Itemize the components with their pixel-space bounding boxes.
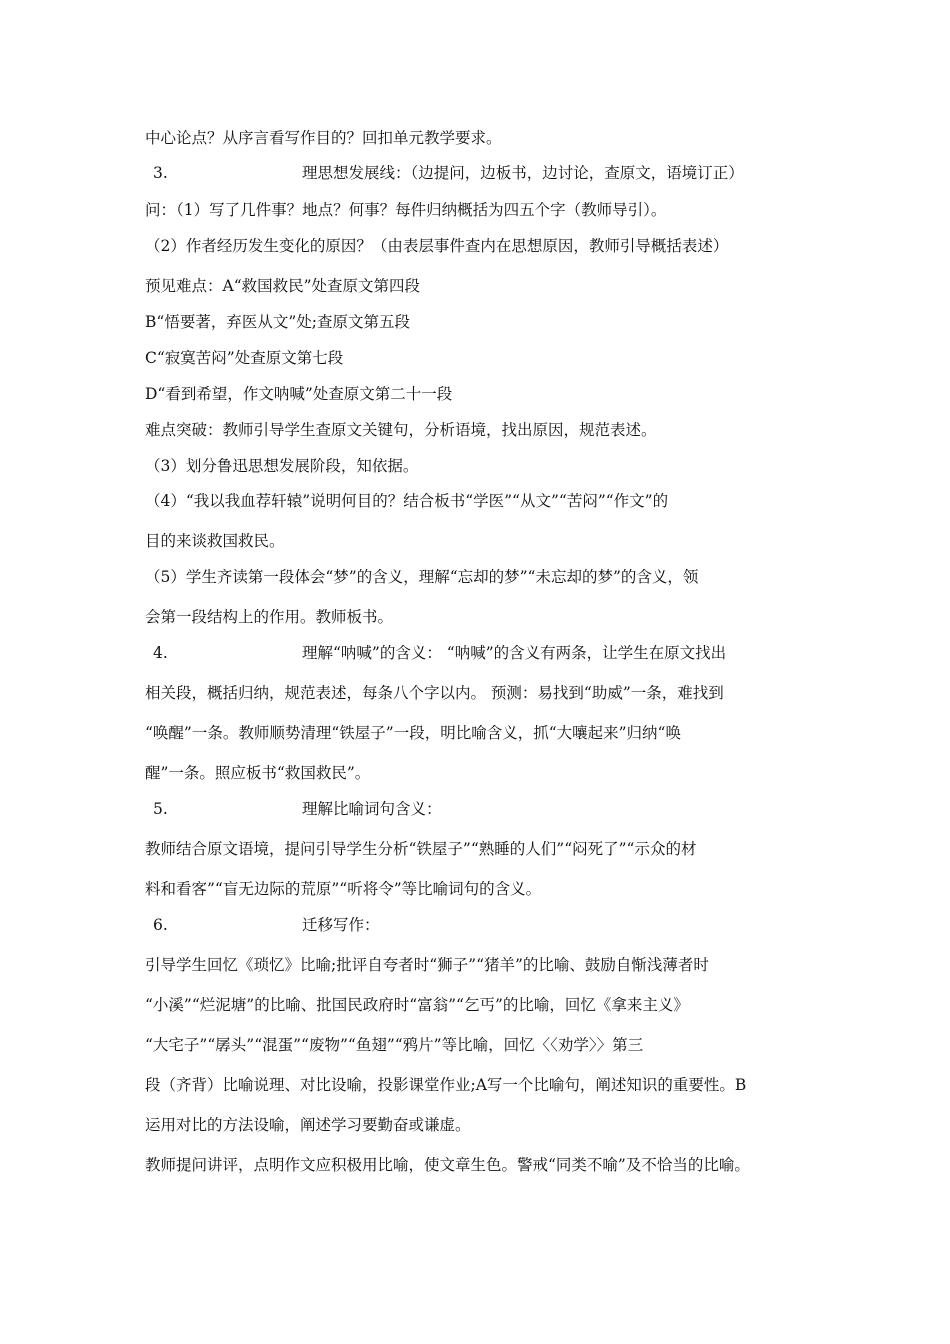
text-line: 醒”一条。照应板书“救国救民”。 — [145, 764, 371, 782]
text-line: 会第一段结构上的作用。教师板书。 — [145, 608, 394, 626]
text-line: 目的来谈救国救民。 — [145, 532, 285, 550]
text-line: 段（齐背）比喻说理、对比设喻，投影课堂作业;A写一个比喻句，阐述知识的重要性。B — [145, 1076, 747, 1094]
item-heading: 理解比喻词句含义： — [302, 800, 442, 818]
item-number: 6. — [153, 916, 168, 934]
item-heading: 理解“呐喊”的含义： “呐喊”的含义有两条，让学生在原文找出 — [302, 644, 727, 662]
text-line: 料和看客”“盲无边际的荒原”“听将令”等比喻词句的含义。 — [145, 880, 542, 898]
text-line: 运用对比的方法设喻，阐述学习要勤奋或谦虚。 — [145, 1116, 471, 1134]
text-line: 中心论点？从序言看写作目的？回扣单元教学要求。 — [145, 129, 502, 147]
item-number: 4. — [153, 644, 168, 662]
text-line: （5）学生齐读第一段体会“梦”的含义，理解“忘却的梦”“未忘却的梦”的含义，领 — [145, 568, 699, 586]
text-line: B“悟要著，弃医从文”处;查原文第五段 — [145, 313, 410, 331]
text-line: （3）划分鲁迅思想发展阶段，知依据。 — [145, 457, 419, 475]
item-number: 3. — [153, 164, 168, 182]
item-heading: 理思想发展线：（边提问，边板书，边讨论，查原文，语境订正） — [302, 164, 744, 182]
text-line: 教师提问讲评，点明作文应积极用比喻，使文章生色。警戒“同类不喻”及不恰当的比喻。 — [145, 1156, 750, 1174]
text-line: 预见难点：A“救国救民”处查原文第四段 — [145, 277, 421, 295]
text-line: （2）作者经历发生变化的原因？（由表层事件查内在思想原因，教师引导概括表述） — [145, 237, 729, 255]
text-line: “小溪”“烂泥塘”的比喻、批国民政府时“富翁”“乞丐”的比喻，回忆《拿来主义》 — [145, 996, 689, 1014]
text-line: “唤醒”一条。教师顺势清理“铁屋子”一段，明比喻含义，抓“大嚷起来”归纳“唤 — [145, 724, 681, 742]
text-line: C“寂寞苦闷”处查原文第七段 — [145, 349, 344, 367]
text-line: 引导学生回忆《琐忆》比喻;批评自夸者时“狮子”“猪羊”的比喻、鼓励自惭浅薄者时 — [145, 956, 709, 974]
item-heading: 迁移写作： — [302, 916, 380, 934]
item-number: 5. — [153, 800, 168, 818]
text-line: （4）“我以我血荐轩辕”说明何目的？结合板书“学医”“从文”“苦闷”“作文”的 — [145, 492, 669, 510]
text-line: 问：（1）写了几件事？地点？何事？每件归纳概括为四五个字（教师导引）。 — [145, 201, 667, 219]
text-line: 难点突破：教师引导学生查原文关键句，分析语境，找出原因，规范表述。 — [145, 421, 657, 439]
text-line: D“看到希望，作文呐喊”处查原文第二十一段 — [145, 385, 453, 403]
text-line: “大宅子”“孱头”“混蛋”“废物”“鱼翅”“鸦片”等比喻，回忆〈〈劝学〉〉第三 — [145, 1036, 644, 1054]
text-line: 相关段，概括归纳，规范表述，每条八个字以内。 预测：易找到“助威”一条，难找到 — [145, 684, 724, 702]
text-line: 教师结合原文语境，提问引导学生分析“铁屋子”“熟睡的人们”“闷死了”“示众的材 — [145, 840, 697, 858]
